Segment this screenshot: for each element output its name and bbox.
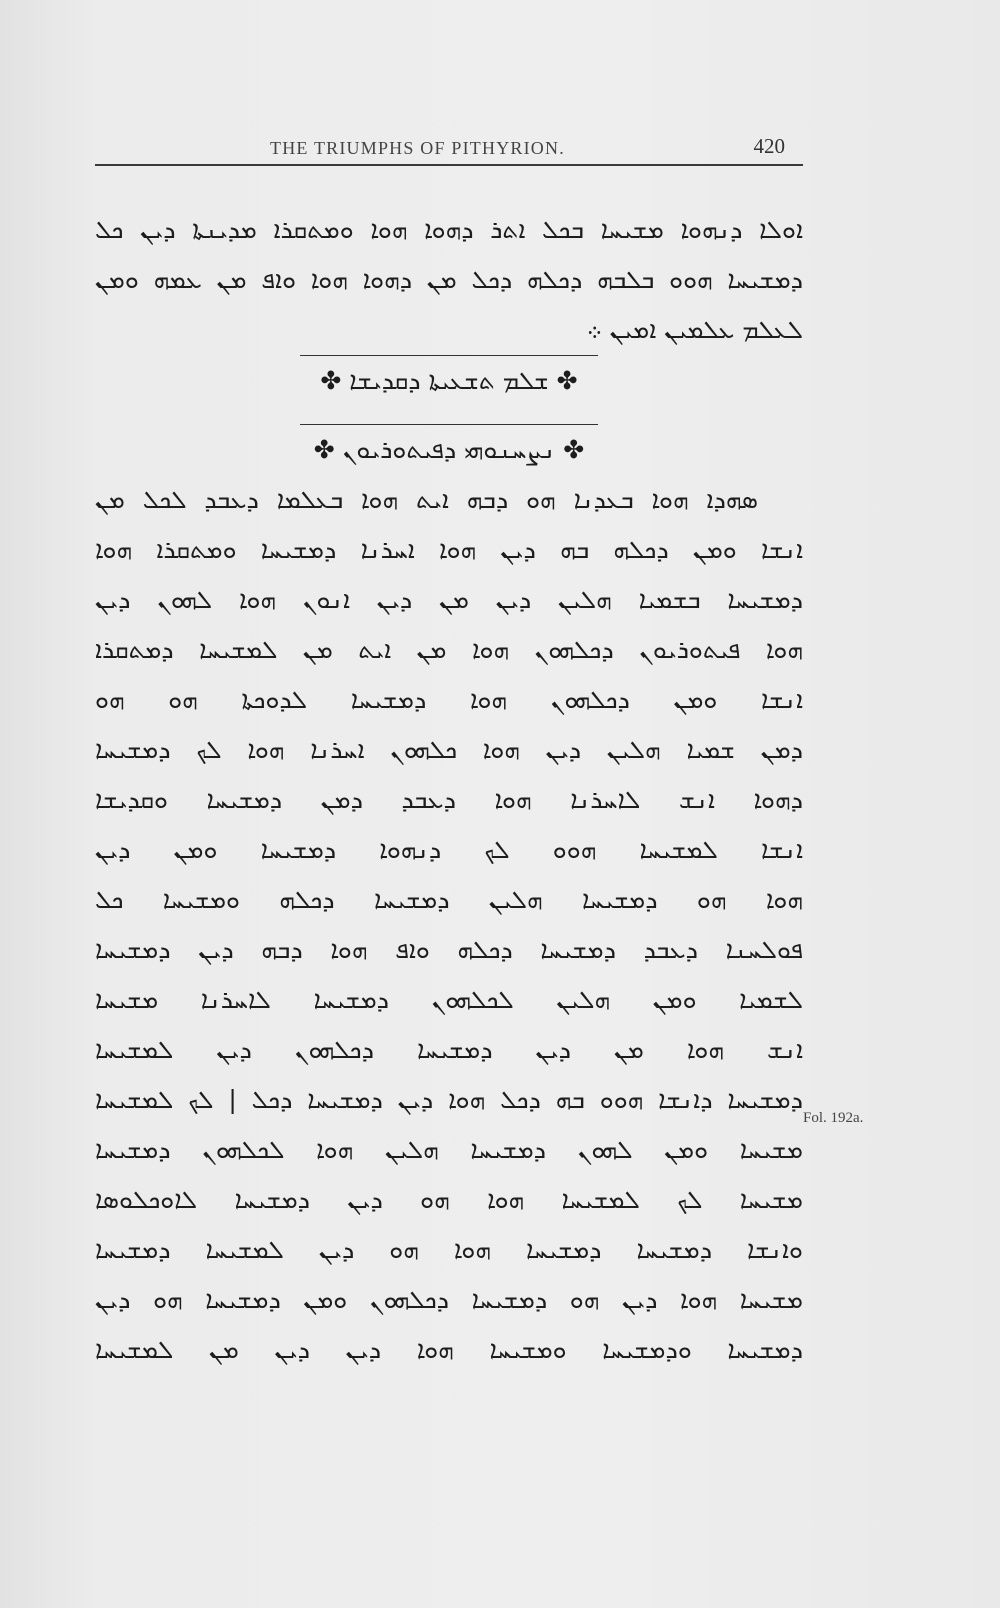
- closing-line-1: ܐܘܠܐ ܕܢܗܘܐ ܡܫܝܚܐ ܒܟܠ ܐܬܪ ܕܗܘܐ ܗܘܐ ܘܡܬܩܪܐ ܡܕܝܢܬܐ ܕܝܢ ܟܠ: [95, 215, 803, 244]
- text-block: [95, 205, 803, 1375]
- body-line-18: ܕܡܫܝܚܐ ܘܕܡܫܝܚܐ ܘܡܫܝܚܐ ܗܘܐ ܕܝܢ ܕܝܢ ܡܢ ܠܡܫܝܚܐ: [95, 1335, 803, 1364]
- body-line-1: ܣܗܕܐ ܗܘܐ ܒܥܕܢܐ ܗܘ ܕܒܗ ܐܝܬ ܗܘܐ ܒܥܠܡܐ ܕܥܒܕ ܠܟܠ ܡܢ: [95, 485, 758, 514]
- body-line-2: ܐܢܫܐ ܘܡܢ ܕܟܠܗ ܒܗ ܕܝܢ ܗܘܐ ܐܚܪܢܐ ܕܡܫܝܚܐ ܘܡܬܩܪܐ ܗܘܐ: [95, 535, 803, 564]
- body-line-16: ܘܐܢܫܐ ܕܡܫܝܚܐ ܕܡܫܝܚܐ ܗܘܐ ܗܘ ܕܝܢ ܠܡܫܝܚܐ ܕܡܫܝܚܐ: [95, 1235, 803, 1264]
- body-line-6: ܕܡܢ ܫܡܝܐ ܗܠܝܢ ܕܝܢ ܗܘܐ ܟܠܗܘܢ ܐܚܪܢܐ ܗܘܐ ܠܟ ܕܡܫܝܚܐ: [95, 735, 803, 764]
- body-line-3: ܕܡܫܝܚܐ ܒܫܡܝܐ ܗܠܝܢ ܕܝܢ ܡܢ ܕܝܢ ܐܢܘܢ ܗܘܐ ܠܗܘܢ ܕܝܢ: [95, 585, 803, 614]
- body-line-14: ܡܫܝܚܐ ܘܡܢ ܠܗܘܢ ܕܡܫܝܚܐ ܗܠܝܢ ܗܘܐ ܠܟܠܗܘܢ ܕܡܫܝܚܐ: [95, 1135, 803, 1164]
- page-number: 420: [753, 134, 785, 158]
- closing-line-3: ܠܥܠܡ ܥܠܡܝܢ ܐܡܝܢ ܀: [586, 315, 803, 344]
- folio-margin-note: Fol. 192a.: [803, 1110, 864, 1126]
- section-heading: ✤ ܫܠܡ ܬܫܥܝܬܐ ܕܩܕܝܫܐ ✤: [320, 366, 578, 395]
- body-line-12: ܐܢܫ ܗܘܐ ܡܢ ܕܝܢ ܕܡܫܝܚܐ ܕܟܠܗܘܢ ܕܝܢ ܠܡܫܝܚܐ: [95, 1035, 803, 1064]
- body-line-4: ܗܘܐ ܦܝܬܘܪܝܘܢ ܕܟܠܗܘܢ ܗܘܐ ܡܢ ܐܝܬ ܡܢ ܠܡܫܝܚܐ ܕܡܬܩܪܐ: [95, 635, 803, 664]
- subheading: ✤ ܢܨܚܢܘܗܝ ܕܦܝܬܘܪܝܘܢ ✤: [313, 435, 585, 464]
- body-line-8: ܐܢܫܐ ܠܡܫܝܚܐ ܗܘܘ ܠܟ ܕܢܗܘܐ ܕܡܫܝܚܐ ܘܡܢ ܕܝܢ: [95, 835, 803, 864]
- running-title: THE TRIUMPHS OF PITHYRION.: [270, 138, 565, 158]
- body-line-11: ܠܫܡܝܐ ܘܡܢ ܗܠܝܢ ܠܟܠܗܘܢ ܕܡܫܝܚܐ ܠܐܚܪܢܐ ܡܫܝܚܐ: [95, 985, 803, 1014]
- body-line-17: ܡܫܝܚܐ ܗܘܐ ܕܝܢ ܗܘ ܕܡܫܝܚܐ ܕܟܠܗܘܢ ܘܡܢ ܕܡܫܝܚܐ ܗܘ ܕܝܢ: [95, 1285, 803, 1314]
- body-line-13: ܕܡܫܝܚܐ ܕܐܢܫܐ ܗܘܘ ܒܗ ܕܟܠ ܗܘܐ ܕܝܢ ܕܡܫܝܚܐ ܕܟܠ | ܠܟ ܠܡܫܝܚܐ: [95, 1085, 803, 1114]
- running-head: [95, 134, 803, 166]
- closing-line-2: ܕܡܫܝܚܐ ܗܘܘ ܒܠܒܗ ܕܟܠܗ ܕܟܠ ܡܢ ܕܗܘܐ ܗܘܐ ܘܐܦ ܡܢ ܥܡܗ ܘܡܢ: [95, 265, 803, 294]
- body-line-15: ܡܫܝܚܐ ܠܟ ܠܡܫܝܚܐ ܗܘܐ ܗܘ ܕܝܢ ܕܡܫܝܚܐ ܠܐܘܟܠܘܣܐ: [95, 1185, 803, 1214]
- body-line-10: ܦܘܠܚܢܐ ܕܥܒܕ ܕܡܫܝܚܐ ܕܟܠܗ ܘܐܦ ܗܘܐ ܕܒܗ ܕܝܢ ܕܡܫܝܚܐ: [95, 935, 803, 964]
- body-line-9: ܗܘܐ ܗܘ ܕܡܫܝܚܐ ܗܠܝܢ ܕܡܫܝܚܐ ܕܟܠܗ ܘܡܫܝܚܐ ܟܠ: [95, 885, 803, 914]
- body-line-7: ܕܗܘܐ ܐܢܫ ܠܐܚܪܢܐ ܗܘܐ ܕܥܒܕ ܕܡܢ ܕܡܫܝܚܐ ܘܩܕܝܫܐ: [95, 785, 803, 814]
- body-line-5: ܐܢܫܐ ܘܡܢ ܕܟܠܗܘܢ ܗܘܐ ܕܡܫܝܚܐ ܠܕܘܟܬܐ ܗܘ ܗܘ: [95, 685, 803, 714]
